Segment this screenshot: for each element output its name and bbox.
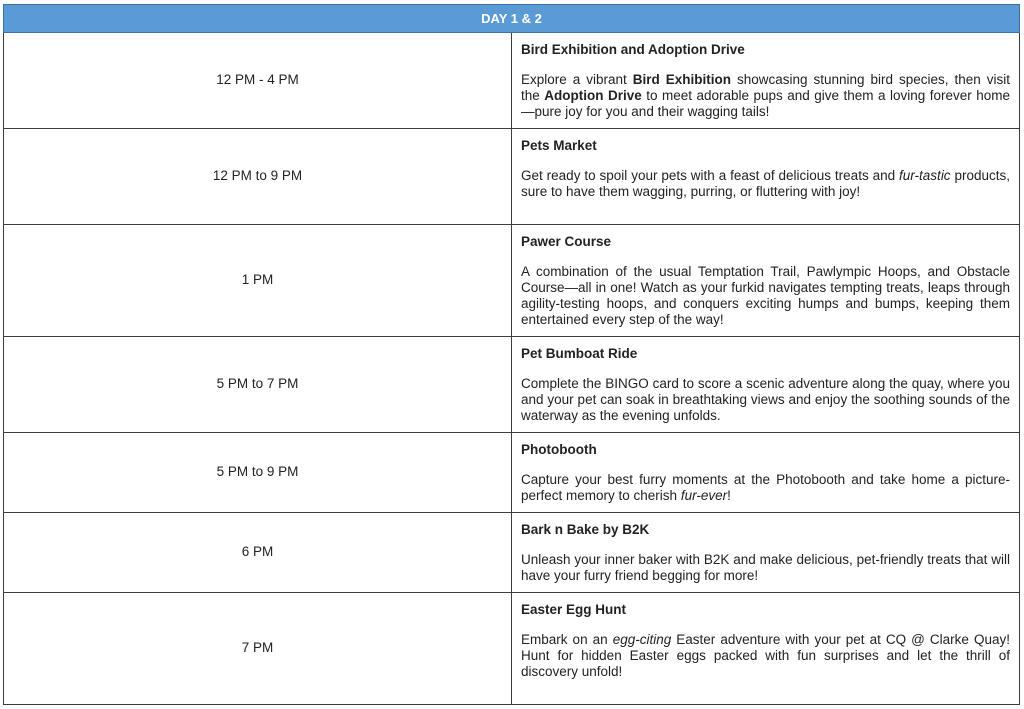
header-row xyxy=(4,5,1020,33)
table-row xyxy=(4,129,1020,225)
event-title: Easter Egg Hunt xyxy=(521,602,627,617)
table-row xyxy=(4,593,1020,705)
time-cell: 12 PM - 4 PM xyxy=(4,33,512,129)
table-row xyxy=(4,33,1020,129)
time-cell: 5 PM to 9 PM xyxy=(4,433,512,513)
event-title: Pet Bumboat Ride xyxy=(521,346,638,361)
table-row xyxy=(4,433,1020,513)
table-row xyxy=(4,225,1020,337)
event-title: Pets Market xyxy=(521,138,597,153)
event-description: A combination of the usual Temptation Trail, Pawlympic Hoops, and Obstacle Course—all in one! Watch as your furkid navigates tempting treats, leaps through agility-testing hoops, and conquers exciting humps and bumps, keeping them entertained every step of the way! xyxy=(521,264,1010,327)
time-cell: 6 PM xyxy=(4,513,512,593)
event-cell xyxy=(512,33,1020,129)
event-cell xyxy=(512,593,1020,705)
event-description: Explore a vibrant Bird Exhibition showcasing stunning bird species, then visit the Adoption Drive to meet adorable pups and give them a loving forever home—pure joy for you and their wagging tails! xyxy=(521,72,1010,119)
event-title: Bark n Bake by B2K xyxy=(521,522,650,537)
day-header: DAY 1 & 2 xyxy=(4,5,1020,33)
event-description: Capture your best furry moments at the Photobooth and take home a picture-perfect memory to cherish fur-ever! xyxy=(521,472,1010,503)
event-cell xyxy=(512,513,1020,593)
event-description: Get ready to spoil your pets with a feast of delicious treats and fur-tastic products, sure to have them wagging, purring, or fluttering with joy! xyxy=(521,168,1011,199)
event-title: Bird Exhibition and Adoption Drive xyxy=(521,42,745,57)
event-cell xyxy=(512,337,1020,433)
table-row xyxy=(4,513,1020,593)
table-row xyxy=(4,337,1020,433)
event-title: Pawer Course xyxy=(521,234,612,249)
time-cell: 7 PM xyxy=(4,593,512,705)
time-cell: 12 PM to 9 PM xyxy=(4,129,512,225)
event-cell xyxy=(512,225,1020,337)
event-cell xyxy=(512,433,1020,513)
event-description: Unleash your inner baker with B2K and make delicious, pet-friendly treats that will have your furry friend begging for more! xyxy=(521,552,1010,583)
event-description: Embark on an egg-citing Easter adventure with your pet at CQ @ Clarke Quay! Hunt for hidden Easter eggs packed with fun surprises and let the thrill of discovery unfold! xyxy=(521,632,1011,679)
schedule-table xyxy=(3,4,1020,705)
time-cell: 5 PM to 7 PM xyxy=(4,337,512,433)
event-title: Photobooth xyxy=(521,442,597,457)
event-cell xyxy=(512,129,1020,225)
event-description: Complete the BINGO card to score a scenic adventure along the quay, where you and your pet can soak in breathtaking views and enjoy the soothing sounds of the waterway as the evening unfolds. xyxy=(521,376,1010,423)
time-cell: 1 PM xyxy=(4,225,512,337)
